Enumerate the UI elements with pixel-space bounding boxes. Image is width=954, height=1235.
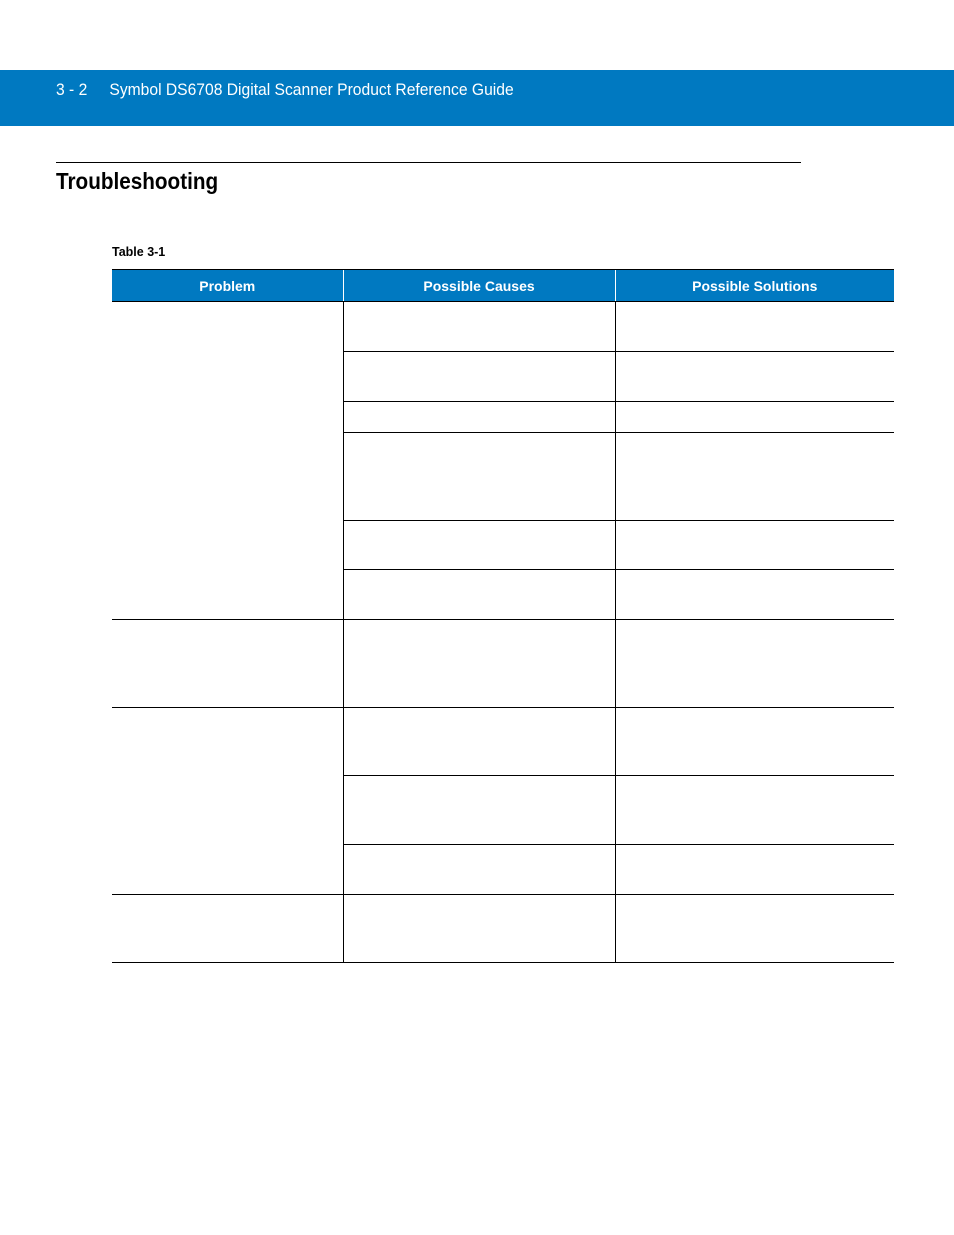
cause-cell: [343, 570, 615, 620]
cause-cell: [343, 433, 615, 521]
solution-cell: [615, 776, 894, 845]
table-row: [112, 302, 894, 352]
section-title: Troubleshooting: [56, 168, 219, 194]
table-row: [112, 620, 894, 708]
cause-cell: [343, 708, 615, 776]
cause-cell: [343, 352, 615, 402]
table-row: [112, 895, 894, 963]
solution-cell: [615, 708, 894, 776]
solution-cell: [615, 352, 894, 402]
cause-cell: [343, 845, 615, 895]
cause-cell: [343, 895, 615, 963]
solution-cell: [615, 302, 894, 352]
table-caption: Table 3-1: [112, 245, 166, 259]
cause-cell: [343, 776, 615, 845]
solution-cell: [615, 845, 894, 895]
troubleshooting-table: [112, 269, 894, 963]
column-header-problem: Problem: [112, 270, 343, 302]
solution-cell: [615, 620, 894, 708]
column-header-possible-solutions: Possible Solutions: [615, 270, 894, 302]
solution-cell: [615, 570, 894, 620]
cause-cell: [343, 521, 615, 570]
solution-cell: [615, 433, 894, 521]
problem-cell: [112, 708, 343, 895]
problem-cell: [112, 620, 343, 708]
cause-cell: [343, 402, 615, 433]
solution-cell: [615, 895, 894, 963]
guide-title: Symbol DS6708 Digital Scanner Product Reference Guide: [109, 80, 514, 99]
table-row: [112, 708, 894, 776]
column-header-possible-causes: Possible Causes: [343, 270, 615, 302]
running-header: [56, 78, 514, 102]
problem-cell: [112, 302, 343, 620]
section-divider: [56, 162, 801, 163]
cause-cell: [343, 302, 615, 352]
solution-cell: [615, 521, 894, 570]
solution-cell: [615, 402, 894, 433]
problem-cell: [112, 895, 343, 963]
table-header-row: [112, 270, 894, 302]
page-number: 3 - 2: [56, 80, 88, 99]
cause-cell: [343, 620, 615, 708]
